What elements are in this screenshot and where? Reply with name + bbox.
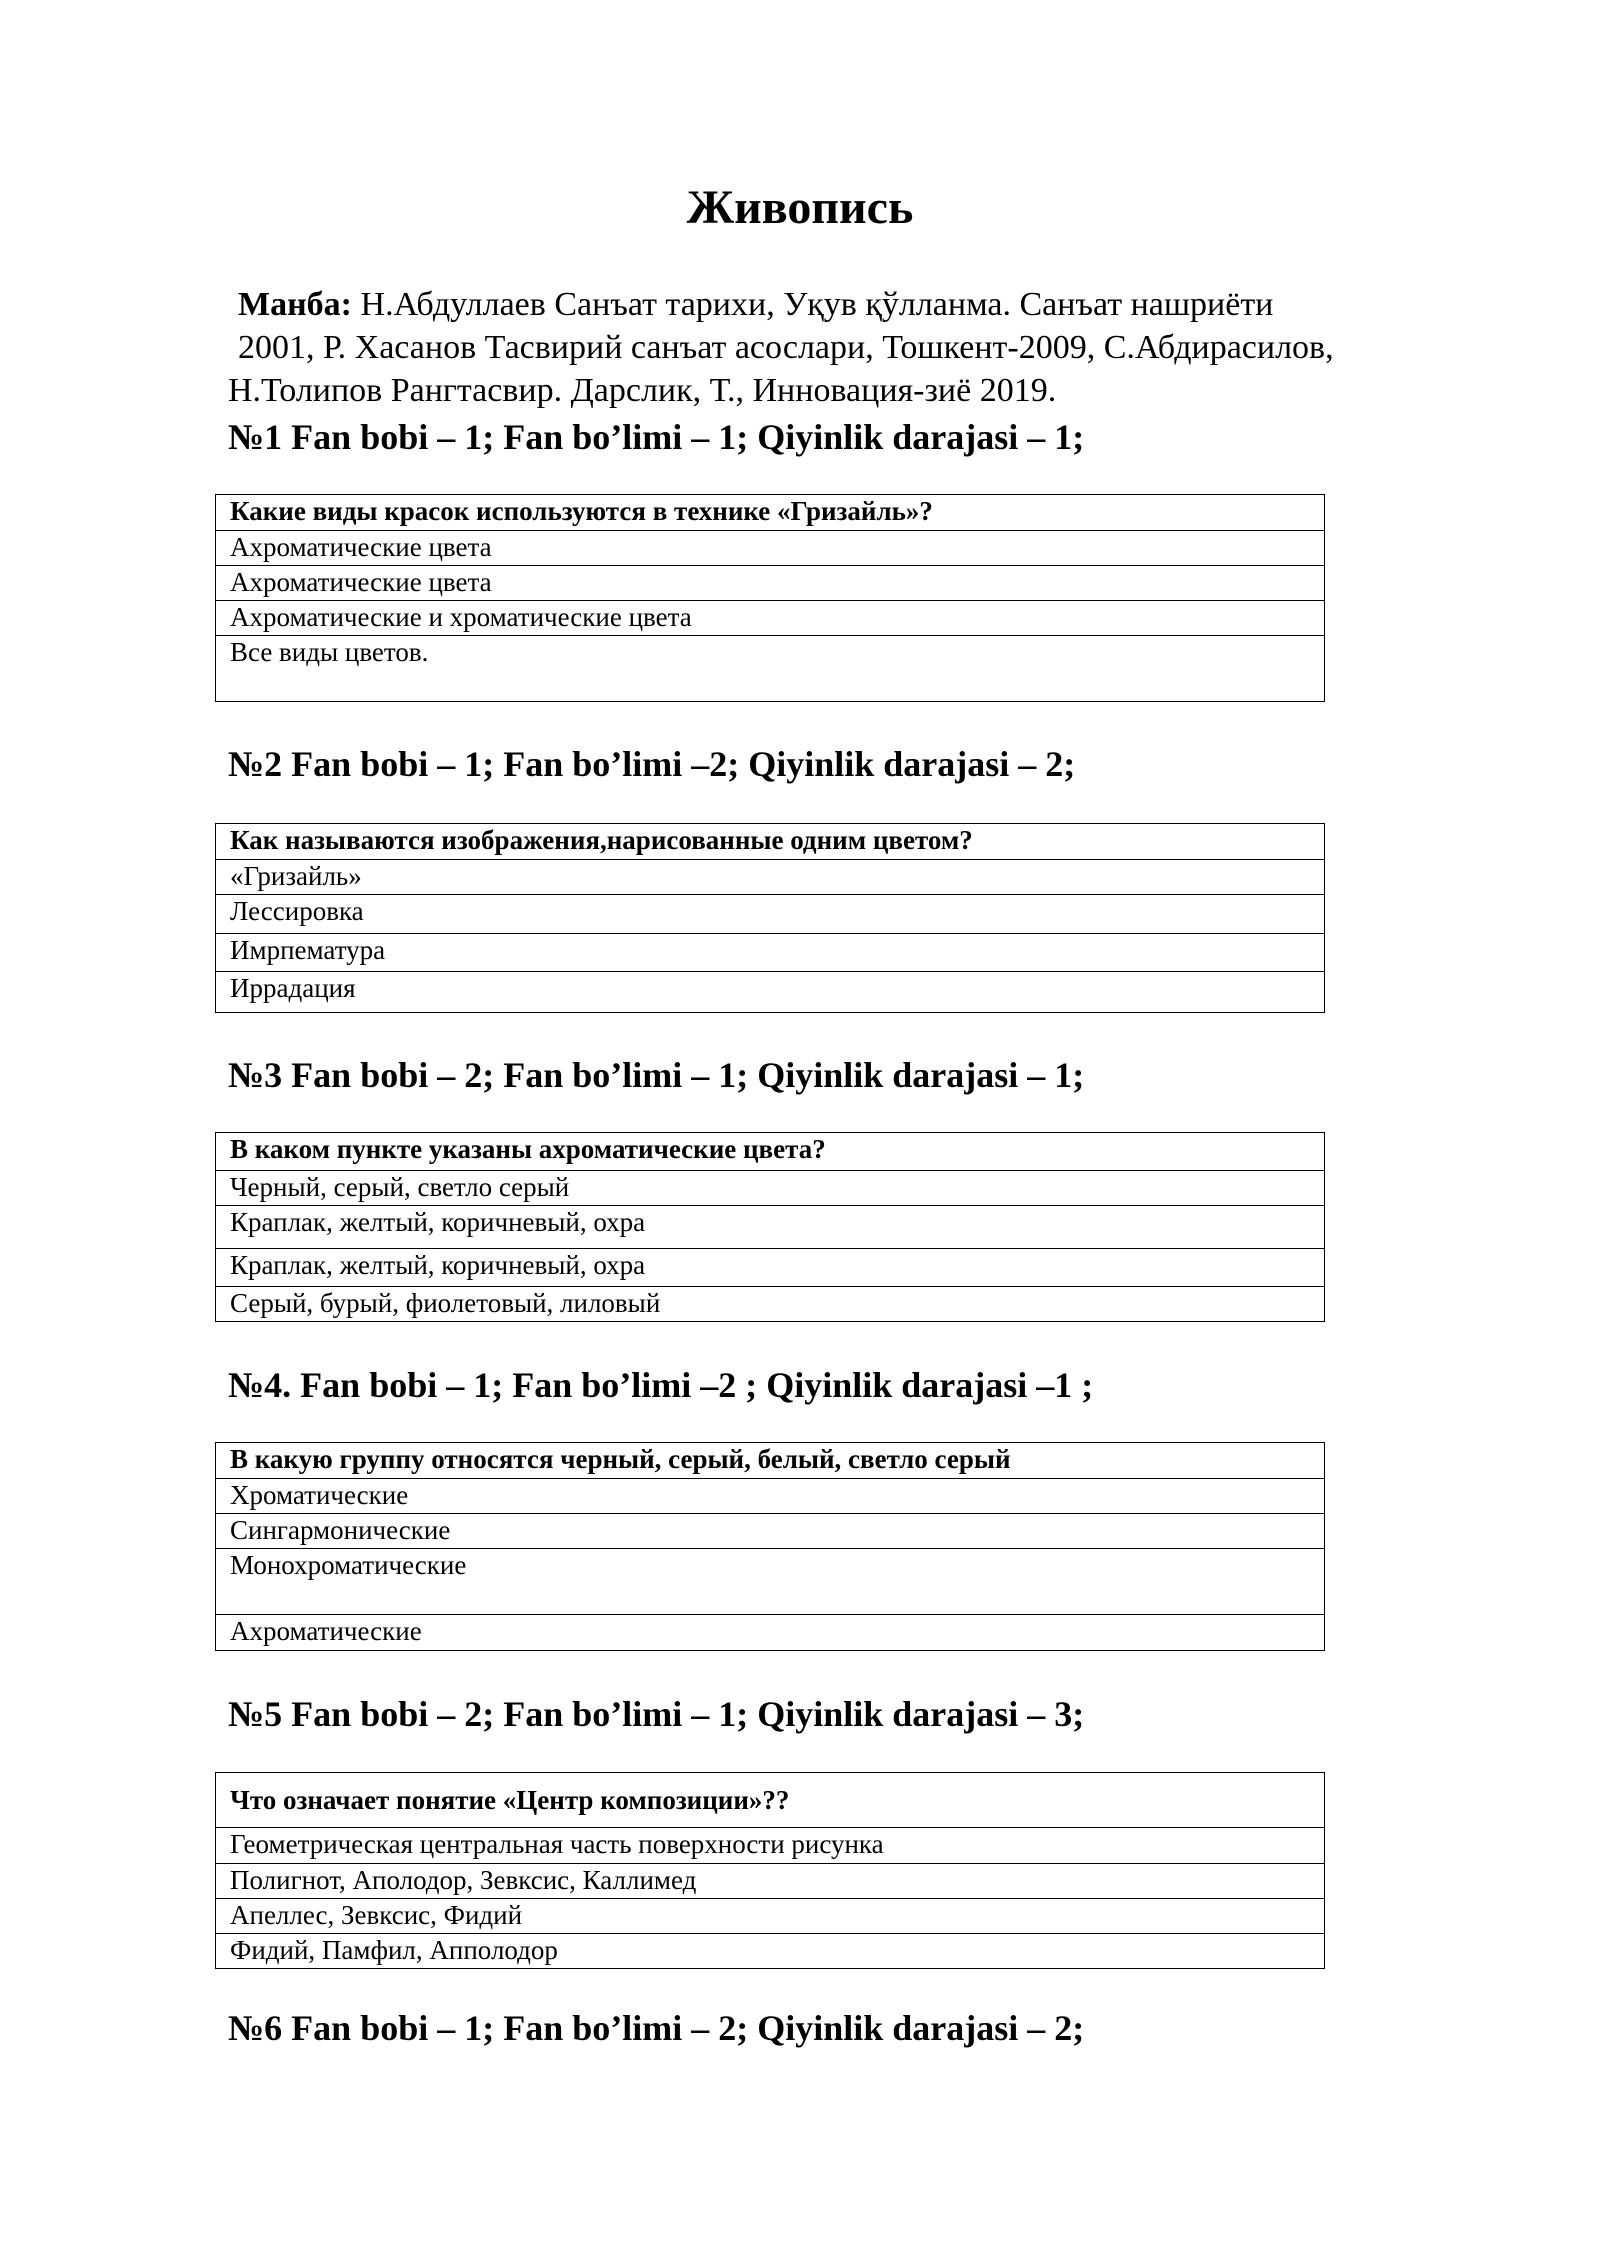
source-line-2: 2001, Р. Хасанов Тасвирий санъат асослари, Тошкент-2009, С.Абдирасилов, xyxy=(238,329,1334,366)
question-5-heading: №5 Fan bobi – 2; Fan bo’limi – 1; Qiyinlik darajasi – 3; xyxy=(228,1694,1085,1734)
question-3-answer-4: Серый, бурый, фиолетовый, лиловый xyxy=(216,1287,1325,1322)
question-2-answer-4: Иррадация xyxy=(216,972,1325,1013)
question-2-answer-3: Имрпематура xyxy=(216,934,1325,972)
question-1-table xyxy=(215,494,1325,702)
question-2-table xyxy=(215,823,1325,1013)
question-4-heading: №4. Fan bobi – 1; Fan bo’limi –2 ; Qiyinlik darajasi –1 ; xyxy=(228,1365,1094,1405)
document-title: Живопись xyxy=(686,181,914,234)
question-1-heading: №1 Fan bobi – 1; Fan bo’limi – 1; Qiyinlik darajasi – 1; xyxy=(228,417,1085,457)
question-3-answer-2: Краплак, желтый, коричневый, охра xyxy=(216,1206,1325,1249)
question-2-answer-1: «Гризайль» xyxy=(216,860,1325,895)
question-5-answer-1: Геометрическая центральная часть поверхности рисунка xyxy=(216,1828,1325,1864)
question-1-answer-2: Ахроматические цвета xyxy=(216,566,1325,601)
question-4-answer-2: Сингармонические xyxy=(216,1514,1325,1549)
question-3-answer-3: Краплак, желтый, коричневый, охра xyxy=(216,1249,1325,1287)
question-5-table xyxy=(215,1772,1325,1969)
source-paragraph xyxy=(228,283,1488,412)
question-2-text: Как называются изображения,нарисованные одним цветом? xyxy=(216,824,1325,860)
question-4-table xyxy=(215,1442,1325,1651)
question-5-answer-2: Полигнот, Аполодор, Зевксис, Каллимед xyxy=(216,1864,1325,1899)
question-4-answer-4: Ахроматические xyxy=(216,1615,1325,1651)
question-1-answer-3: Ахроматические и хроматические цвета xyxy=(216,601,1325,636)
question-2-heading: №2 Fan bobi – 1; Fan bo’limi –2; Qiyinlik darajasi – 2; xyxy=(228,744,1076,784)
question-1-answer-1: Ахроматические цвета xyxy=(216,531,1325,566)
source-line-1: Н.Абдуллаев Санъат тарихи, Уқув қўлланма. Санъат нашриёти xyxy=(352,286,1274,323)
question-3-answer-1: Черный, серый, светло серый xyxy=(216,1171,1325,1206)
question-4-answer-3: Монохроматические xyxy=(216,1549,1325,1615)
question-3-text: В каком пункте указаны ахроматические цвета? xyxy=(216,1133,1325,1171)
question-4-text: В какую группу относятся черный, серый, белый, светло серый xyxy=(216,1443,1325,1479)
source-label: Манба: xyxy=(238,286,353,323)
question-1-answer-4: Все виды цветов. xyxy=(216,636,1325,702)
question-5-answer-4: Фидий, Памфил, Апполодор xyxy=(216,1934,1325,1969)
question-2-answer-2: Лессировка xyxy=(216,895,1325,934)
question-5-answer-3: Апеллес, Зевксис, Фидий xyxy=(216,1899,1325,1934)
question-3-table xyxy=(215,1132,1325,1322)
question-3-heading: №3 Fan bobi – 2; Fan bo’limi – 1; Qiyinlik darajasi – 1; xyxy=(228,1055,1085,1095)
source-line-3: Н.Толипов Рангтасвир. Дарслик, Т., Инновация-зиё 2019. xyxy=(228,372,1057,409)
question-1-text: Какие виды красок используются в технике «Гризайль»? xyxy=(216,495,1325,531)
question-5-text: Что означает понятие «Центр композиции»?? xyxy=(216,1773,1325,1828)
question-4-answer-1: Хроматические xyxy=(216,1479,1325,1514)
question-6-heading: №6 Fan bobi – 1; Fan bo’limi – 2; Qiyinlik darajasi – 2; xyxy=(228,2008,1085,2048)
